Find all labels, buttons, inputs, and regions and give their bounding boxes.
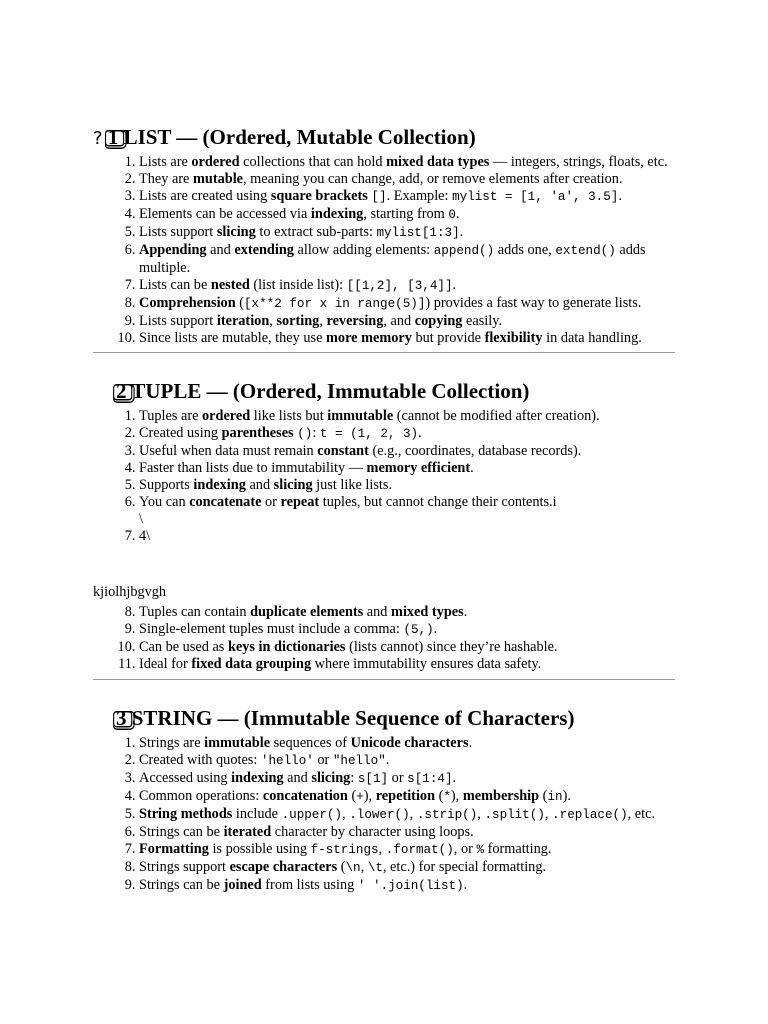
item-text: , <box>477 806 485 822</box>
list-item <box>139 656 675 673</box>
list-item <box>139 188 675 206</box>
item-text: adds one, <box>494 242 556 258</box>
item-text: (list inside list): <box>249 277 347 293</box>
tuple-items-b <box>93 604 675 673</box>
list-item <box>139 841 675 859</box>
item-text: , meaning you can change, add, or remove elements after creation. <box>243 171 623 187</box>
tuple-heading-text: TUPLE — (Ordered, Immutable Collection) <box>131 379 530 403</box>
list-number: 1 <box>107 125 119 149</box>
item-text: . Example: <box>386 188 453 204</box>
item-text: Strings can be <box>139 877 224 893</box>
tuple-heading <box>93 376 675 408</box>
item-text: You can <box>139 494 190 510</box>
list-item <box>139 770 675 788</box>
item-text: . <box>463 604 468 620</box>
item-text: ) provides a fast way to generate lists. <box>425 295 642 311</box>
code-snippet: append() <box>433 244 495 258</box>
list-heading <box>93 122 675 154</box>
code-snippet: mylist[1:3] <box>376 226 460 240</box>
code-snippet: ' '.join(list) <box>357 879 464 893</box>
document-page <box>93 122 675 895</box>
bold-term: slicing <box>311 770 351 786</box>
bold-term: mixed types <box>391 604 464 620</box>
bold-term: duplicate elements <box>250 604 364 620</box>
string-items <box>93 735 675 895</box>
bold-term: Formatting <box>139 841 209 857</box>
item-text: formatting. <box>484 841 552 857</box>
bold-term: indexing <box>193 477 246 493</box>
bold-term: concatenation <box>262 788 348 804</box>
code-snippet: "hello" <box>332 754 386 768</box>
item-text: . <box>433 621 438 637</box>
item-text: , and <box>383 313 415 329</box>
item-text: easily. <box>462 313 503 329</box>
item-text: . <box>385 752 390 768</box>
section-divider <box>93 679 675 680</box>
list-item <box>139 806 675 824</box>
item-text: to extract sub-parts: <box>255 224 377 240</box>
section-icon: ? <box>93 128 103 149</box>
bold-term: String methods <box>139 806 233 822</box>
bold-term: square brackets <box>270 188 368 204</box>
list-item <box>139 171 675 188</box>
item-text: They are <box>139 171 193 187</box>
bold-term: keys in dictionaries <box>227 639 346 655</box>
item-text: 4\ <box>139 528 151 544</box>
section-divider <box>93 352 675 353</box>
item-text: character by character using loops. <box>271 824 474 840</box>
item-text: Tuples can contain <box>139 604 251 620</box>
list-item <box>139 425 675 443</box>
bold-term: indexing <box>310 206 364 222</box>
item-text: . <box>470 460 474 476</box>
item-text: — integers, strings, floats, etc. <box>489 154 668 170</box>
string-heading-text: STRING — (Immutable Sequence of Characters) <box>131 706 575 730</box>
list-item <box>139 242 675 277</box>
item-text: Elements can be accessed via <box>139 206 311 222</box>
code-snippet: .format() <box>385 843 454 857</box>
item-text: , etc.) for special formatting. <box>382 859 547 875</box>
item-text: Lists can be <box>139 277 211 293</box>
item-text: Lists support <box>139 313 217 329</box>
item-text: is possible using <box>208 841 311 857</box>
item-text: in data handling. <box>542 330 642 346</box>
code-snippet: () <box>297 427 313 441</box>
tuple-items-a <box>93 408 675 545</box>
list-item <box>139 224 675 242</box>
bold-term: mixed data types <box>386 154 490 170</box>
code-snippet: extend() <box>555 244 616 258</box>
list-items <box>93 154 675 347</box>
list-item <box>139 735 675 752</box>
code-snippet: .split() <box>484 808 545 822</box>
item-text: , or <box>453 841 477 857</box>
item-text: . <box>452 277 457 293</box>
bold-term: constant <box>317 443 369 459</box>
bold-term: repeat <box>280 494 320 510</box>
item-text: Created using <box>139 425 222 441</box>
code-snippet: \t <box>367 861 383 875</box>
item-text: Can be used as <box>139 639 228 655</box>
list-item <box>139 313 675 330</box>
code-snippet: s[1:4] <box>407 772 453 786</box>
item-text: where immutability ensures data safety. <box>311 656 542 672</box>
list-item <box>139 494 675 528</box>
item-text: ), <box>450 788 463 804</box>
item-text: Common operations: <box>139 788 263 804</box>
item-text: Lists are <box>139 154 192 170</box>
item-text: ( <box>235 295 244 311</box>
code-snippet: mylist = [1, 'a', 3.5] <box>452 190 619 204</box>
bold-term: more memory <box>326 330 412 346</box>
list-item <box>139 877 675 895</box>
bold-term: iterated <box>223 824 272 840</box>
list-item <box>139 824 675 841</box>
item-text: Created with quotes: <box>139 752 261 768</box>
code-snippet: t = (1, 2, 3) <box>319 427 419 441</box>
item-text: and <box>206 242 235 258</box>
item-text: sequences of <box>270 735 351 751</box>
code-snippet: \n <box>345 861 361 875</box>
item-text: . <box>455 206 460 222</box>
code-snippet: * <box>443 790 451 804</box>
item-text: adds multiple. <box>139 242 646 276</box>
list-item <box>139 295 675 313</box>
item-text: Since lists are mutable, they use <box>139 330 327 346</box>
bold-term: sorting <box>276 313 320 329</box>
item-text: Lists support <box>139 224 217 240</box>
tuple-number: 2 <box>116 379 127 403</box>
item-text: and <box>363 604 392 620</box>
code-snippet: 0 <box>448 208 456 222</box>
bold-term: fixed data grouping <box>191 656 312 672</box>
bold-term: nested <box>210 277 250 293</box>
bold-term: mutable <box>192 171 244 187</box>
item-text: , <box>409 806 417 822</box>
bold-term: immutable <box>204 735 271 751</box>
item-text: Ideal for <box>139 656 192 672</box>
string-number: 3 <box>116 706 127 730</box>
item-text: ( <box>337 859 346 875</box>
item-text: : <box>350 770 358 786</box>
list-item <box>139 788 675 806</box>
list-item <box>139 752 675 770</box>
item-text: tuples, but cannot change their contents.i <box>319 494 557 510</box>
item-text: , <box>378 841 386 857</box>
item-text: Single-element tuples must include a comma: <box>139 621 404 637</box>
item-text: or <box>261 494 281 510</box>
item-text: allow adding elements: <box>293 242 434 258</box>
item-text: , <box>544 806 553 822</box>
code-snippet: .lower() <box>349 808 410 822</box>
item-text: : <box>312 425 320 441</box>
item-text: . <box>468 735 473 751</box>
item-text: Tuples are <box>139 408 203 424</box>
item-text: collections that can hold <box>239 154 387 170</box>
bold-term: escape characters <box>229 859 338 875</box>
item-text: just like lists. <box>312 477 393 493</box>
item-text: but provide <box>411 330 485 346</box>
bold-term: repetition <box>375 788 436 804</box>
item-text: ). <box>562 788 571 804</box>
item-text: (cannot be modified after creation). <box>393 408 600 424</box>
code-snippet: + <box>356 790 364 804</box>
item-text: ( <box>539 788 548 804</box>
bold-term: ordered <box>202 408 251 424</box>
item-text: \ <box>139 511 143 527</box>
item-text: , <box>360 859 368 875</box>
item-text: Strings support <box>139 859 230 875</box>
code-snippet: [x**2 for x in range(5)] <box>244 297 426 311</box>
string-heading <box>93 703 675 735</box>
bold-term: indexing <box>231 770 284 786</box>
item-text: ( <box>347 788 357 804</box>
item-text: ), <box>363 788 376 804</box>
item-text: include <box>232 806 282 822</box>
list-item <box>139 408 675 425</box>
list-item <box>139 443 675 460</box>
code-snippet: .strip() <box>416 808 478 822</box>
list-item <box>139 621 675 639</box>
item-text: , starting from <box>363 206 449 222</box>
bold-term: joined <box>223 877 262 893</box>
item-text: . <box>463 877 468 893</box>
item-text: , <box>342 806 350 822</box>
list-item <box>139 528 675 545</box>
bold-term: iteration <box>216 313 270 329</box>
item-text: (e.g., coordinates, database records). <box>368 443 582 459</box>
item-text: like lists but <box>250 408 328 424</box>
code-snippet: in <box>547 790 563 804</box>
list-item <box>139 639 675 656</box>
item-text: Strings are <box>139 735 205 751</box>
item-text: from lists using <box>261 877 358 893</box>
bold-term: immutable <box>327 408 394 424</box>
item-text: Faster than lists due to immutability — <box>139 460 367 476</box>
code-snippet: [] <box>371 190 387 204</box>
bold-term: Comprehension <box>139 295 236 311</box>
code-snippet: 'hello' <box>260 754 314 768</box>
item-text: and <box>283 770 312 786</box>
bold-term: memory efficient <box>366 460 471 476</box>
item-text: Useful when data must remain <box>139 443 318 459</box>
item-text: (lists cannot) since they’re hashable. <box>345 639 558 655</box>
item-text: . <box>459 224 464 240</box>
item-text: , <box>319 313 327 329</box>
list-item <box>139 604 675 621</box>
item-text: or <box>388 770 408 786</box>
code-snippet: s[1] <box>357 772 389 786</box>
bold-term: slicing <box>216 224 256 240</box>
item-text: , <box>269 313 277 329</box>
bold-term: membership <box>462 788 540 804</box>
code-snippet: [[1,2], [3,4]] <box>346 279 453 293</box>
bold-term: Unicode characters <box>350 735 469 751</box>
code-snippet: (5,) <box>403 623 434 637</box>
list-item <box>139 206 675 224</box>
item-text: and <box>245 477 274 493</box>
list-heading-text: LIST — (Ordered, Mutable Collection) <box>123 125 476 149</box>
item-text: . <box>618 188 622 204</box>
list-item <box>139 477 675 494</box>
bold-term: extending <box>234 242 294 258</box>
list-item <box>139 277 675 295</box>
item-text: . <box>452 770 457 786</box>
bold-term: reversing <box>326 313 384 329</box>
list-item <box>139 154 675 171</box>
list-item <box>139 859 675 877</box>
code-snippet: f-strings <box>310 843 379 857</box>
item-text: ( <box>435 788 444 804</box>
bold-term: flexibility <box>484 330 543 346</box>
bold-term: parentheses <box>221 425 294 441</box>
list-item <box>139 460 675 477</box>
bold-term: Appending <box>139 242 207 258</box>
item-text: Strings can be <box>139 824 224 840</box>
item-text: Supports <box>139 477 194 493</box>
bold-term: ordered <box>191 154 240 170</box>
item-text: or <box>313 752 333 768</box>
stray-text: kjiolhjbgvgh <box>93 584 167 600</box>
list-item <box>139 330 675 347</box>
bold-term: slicing <box>273 477 313 493</box>
bold-term: concatenate <box>189 494 262 510</box>
item-text: . <box>418 425 422 441</box>
code-snippet: % <box>476 843 484 857</box>
code-snippet: .replace() <box>552 808 628 822</box>
item-text: Lists are created using <box>139 188 271 204</box>
item-text: , etc. <box>627 806 656 822</box>
bold-term: copying <box>414 313 463 329</box>
item-text: Accessed using <box>139 770 232 786</box>
code-snippet: .upper() <box>281 808 343 822</box>
